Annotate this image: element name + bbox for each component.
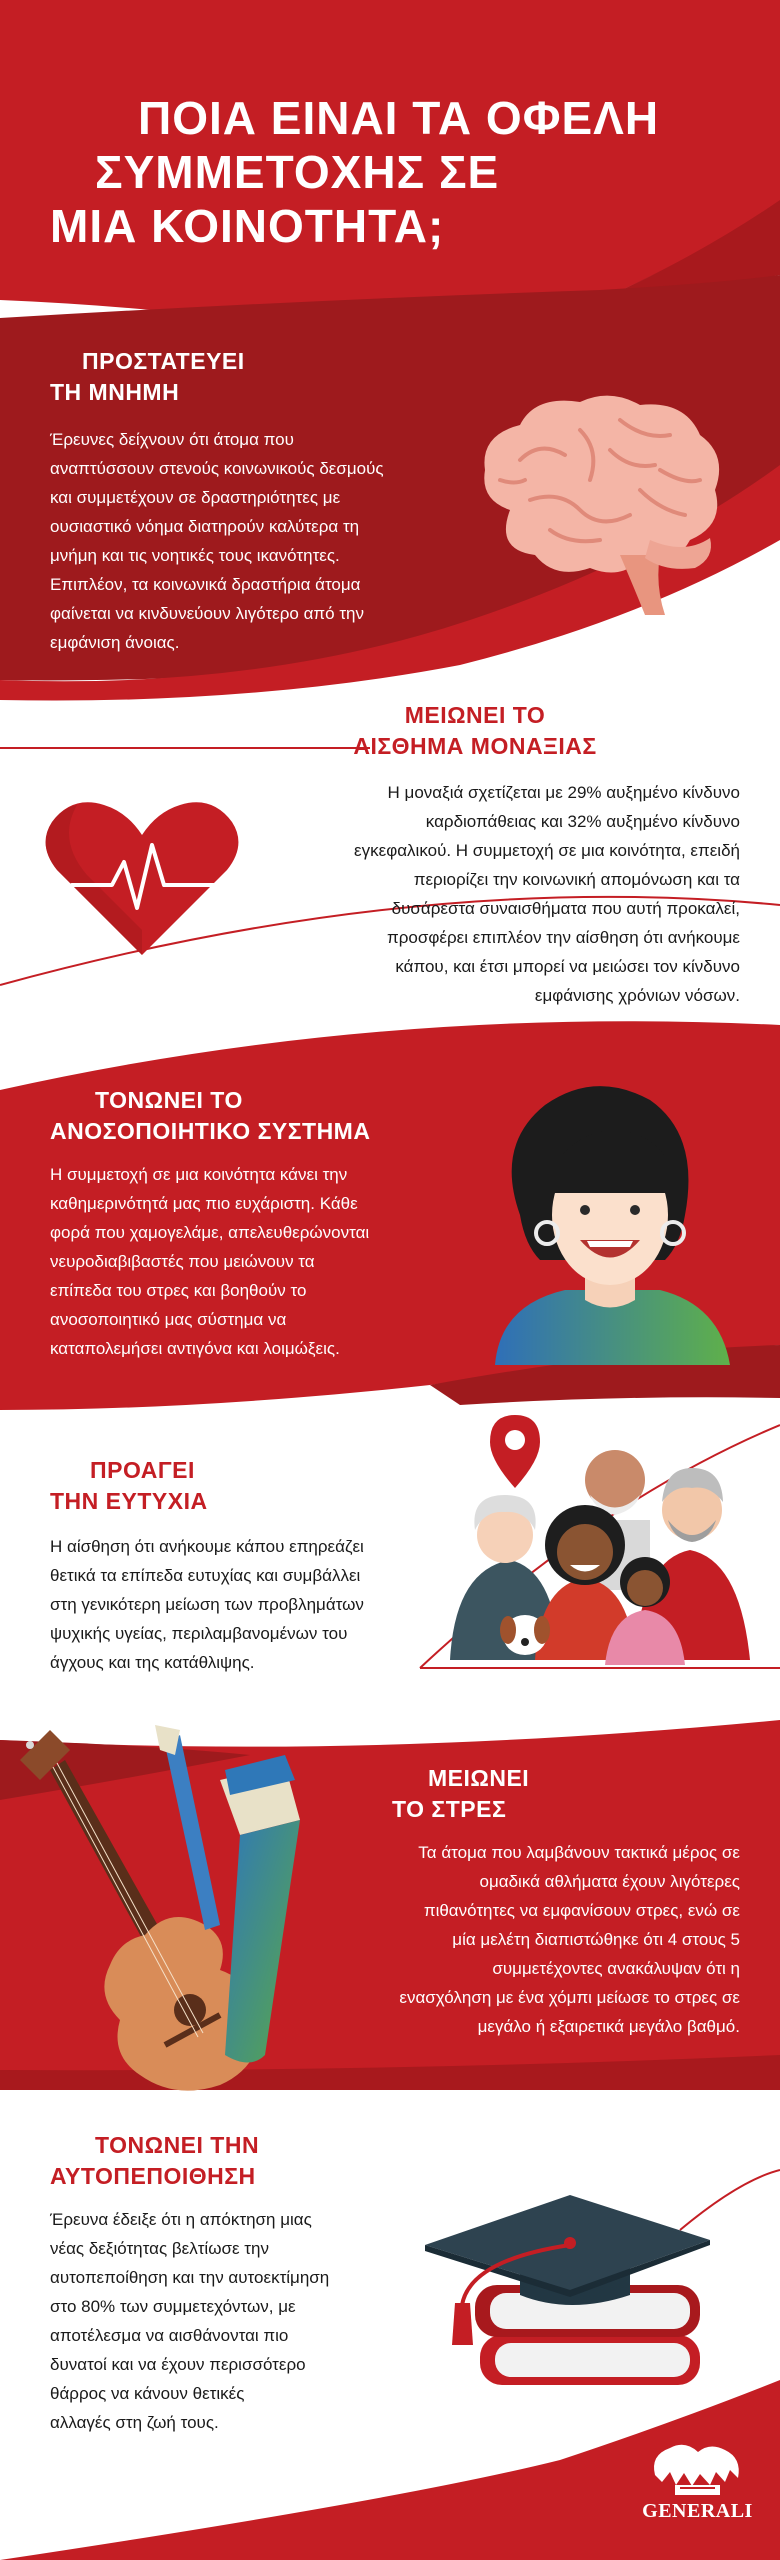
generali-lion-icon xyxy=(640,2440,755,2500)
text-line: εμφάνισης χρόνιων νόσων. xyxy=(534,986,740,1005)
heartbeat-icon xyxy=(42,800,242,960)
section-memory-text xyxy=(50,425,384,657)
guitar-and-brushes-icon xyxy=(15,1725,315,2105)
section-stress-heading-1: ΜΕΙΩΝΕΙ xyxy=(428,1765,530,1791)
text-line: μεγάλο ή εξαιρετικά μεγάλο βαθμό. xyxy=(477,2017,740,2036)
section-immune-heading-2: ΑΝΟΣΟΠΟΙΗΤΙΚΟ ΣΥΣΤΗΜΑ xyxy=(50,1118,371,1144)
brain-icon xyxy=(470,390,730,620)
text-line: επίπεδα του στρες και βοηθούν το xyxy=(50,1281,307,1300)
text-line: προσφέρει επιπλέον την αίσθηση ότι ανήκουμε xyxy=(387,928,740,947)
text-line: στη γενικότερη μείωση των προβλημάτων xyxy=(50,1595,364,1614)
title-line-1: ΠΟΙΑ ΕΙΝΑΙ ΤΑ ΟΦΕΛΗ xyxy=(138,92,660,144)
section-stress-text xyxy=(399,1838,740,2041)
section-stress-heading-2: ΤΟ ΣΤΡΕΣ xyxy=(392,1796,507,1822)
text-line: στο 80% των συμμετεχόντων, με xyxy=(50,2297,296,2316)
text-line: αναπτύσσουν στενούς κοινωνικούς δεσμούς xyxy=(50,459,384,478)
text-line: καρδιοπάθειας και 32% αυξημένο κίνδυνο xyxy=(425,812,740,831)
text-line: δυσάρεστα συναισθήματα που αυτή προκαλεί, xyxy=(391,899,740,918)
text-line: θάρρος να κάνουν θετικές xyxy=(50,2384,245,2403)
title-line-2: ΣΥΜΜΕΤΟΧΗΣ ΣΕ xyxy=(95,146,500,198)
text-line: συμμετέχοντες ανακάλυψαν ότι η xyxy=(492,1959,740,1978)
section-happiness-heading-1: ΠΡΟΑΓΕΙ xyxy=(90,1457,195,1483)
text-line: νευροδιαβιβαστές που μειώνουν τα xyxy=(50,1252,315,1271)
text-line: Έρευνα έδειξε ότι η απόκτηση μιας xyxy=(50,2210,312,2229)
text-line: εμφάνιση άνοιας. xyxy=(50,633,180,652)
text-line: αλλαγές στη ζωή τους. xyxy=(50,2413,219,2432)
text-line: Η μοναξιά σχετίζεται με 29% αυξημένο κίνδυνο xyxy=(387,783,740,802)
section-memory-heading-2: ΤΗ ΜΝΗΜΗ xyxy=(50,379,180,405)
text-line: καταπολεμήσει αντιγόνα και λοιμώξεις. xyxy=(50,1339,340,1358)
text-line: καθημερινότητά μας πιο ευχάριστη. Κάθε xyxy=(50,1194,358,1213)
section-confidence-text xyxy=(50,2205,329,2437)
section-confidence-heading-2: ΑΥΤΟΠΕΠΟΙΘΗΣΗ xyxy=(50,2163,256,2189)
text-line: άγχους και της κατάθλιψης. xyxy=(50,1653,255,1672)
family-group-icon xyxy=(440,1410,770,1675)
text-line: νέας δεξιότητας βελτίωσε την xyxy=(50,2239,269,2258)
text-line: φορά που χαμογελάμε, απελευθερώνονται xyxy=(50,1223,370,1242)
text-line: μία μελέτη διαπιστώθηκε ότι 4 στους 5 xyxy=(452,1930,740,1949)
text-line: αυτοπεποίθηση και την αυτοεκτίμηση xyxy=(50,2268,330,2287)
text-line: και συμμετέχουν σε δραστηριότητες με xyxy=(50,488,341,507)
logo-text: GENERALI xyxy=(642,2500,753,2522)
text-line: ομαδικά αθλήματα έχουν λιγότερες xyxy=(479,1872,740,1891)
text-line: Έρευνες δείχνουν ότι άτομα που xyxy=(50,430,294,449)
text-line: ψυχικής υγείας, περιλαμβανομένων του xyxy=(50,1624,348,1643)
section-confidence-heading-1: ΤΟΝΩΝΕΙ ΤΗΝ xyxy=(95,2132,260,2158)
text-line: ανοσοποιητικό μας σύστημα να xyxy=(50,1310,287,1329)
section-happiness-text xyxy=(50,1532,364,1677)
location-pin-icon xyxy=(490,1415,540,1488)
section-happiness-heading-2: ΤΗΝ ΕΥΤΥΧΙΑ xyxy=(50,1488,208,1514)
text-line: δυνατοί και να έχουν περισσότερο xyxy=(50,2355,306,2374)
text-line: κάπου, και έτσι μπορεί να μειώσει τον κίνδυνο xyxy=(395,957,740,976)
section-immune-heading-1: ΤΟΝΩΝΕΙ ΤΟ xyxy=(95,1087,243,1113)
text-line: Η συμμετοχή σε μια κοινότητα κάνει την xyxy=(50,1165,348,1184)
text-line: Η αίσθηση ότι ανήκουμε κάπου επηρεάζει xyxy=(50,1537,364,1556)
text-line: φαίνεται να κινδυνεύουν λιγότερο από την xyxy=(50,604,364,623)
section-loneliness-heading-1: ΜΕΙΩΝΕΙ ΤΟ xyxy=(404,702,546,728)
text-line: πιθανότητες να εμφανίσουν στρες, ενώ σε xyxy=(423,1901,740,1920)
text-line: θετικά τα επίπεδα ευτυχίας και συμβάλλει xyxy=(50,1566,361,1585)
text-line: ουσιαστικό νόημα διατηρούν καλύτερα τη xyxy=(50,517,360,536)
title-line-3: ΜΙΑ ΚΟΙΝΟΤΗΤΑ; xyxy=(50,200,445,252)
text-line: μνήμη και τις νοητικές τους ικανότητες. xyxy=(50,546,340,565)
smiling-woman-icon xyxy=(485,1075,745,1370)
text-line: εγκεφαλικού. Η συμμετοχή σε μια κοινότητα, επειδή xyxy=(354,841,740,860)
section-loneliness-text xyxy=(354,778,740,1010)
text-line: Τα άτομα που λαμβάνουν τακτικά μέρος σε xyxy=(418,1843,740,1862)
text-line: περιορίζει την κοινωνική απομόνωση και τα xyxy=(413,870,740,889)
generali-logo xyxy=(640,2440,755,2530)
graduation-cap-books-icon xyxy=(420,2185,720,2395)
section-memory-heading-1: ΠΡΟΣΤΑΤΕΥΕΙ xyxy=(82,348,245,374)
text-line: Επιπλέον, τα κοινωνικά δραστήρια άτομα xyxy=(50,575,361,594)
section-immune-text xyxy=(50,1160,369,1363)
text-line: ενασχόληση με ένα χόμπι μείωσε το στρες σε xyxy=(399,1988,740,2007)
text-line: αποτέλεσμα να αισθάνονται πιο xyxy=(50,2326,289,2345)
section-loneliness-heading-2: ΑΙΣΘΗΜΑ ΜΟΝΑΞΙΑΣ xyxy=(353,733,597,759)
